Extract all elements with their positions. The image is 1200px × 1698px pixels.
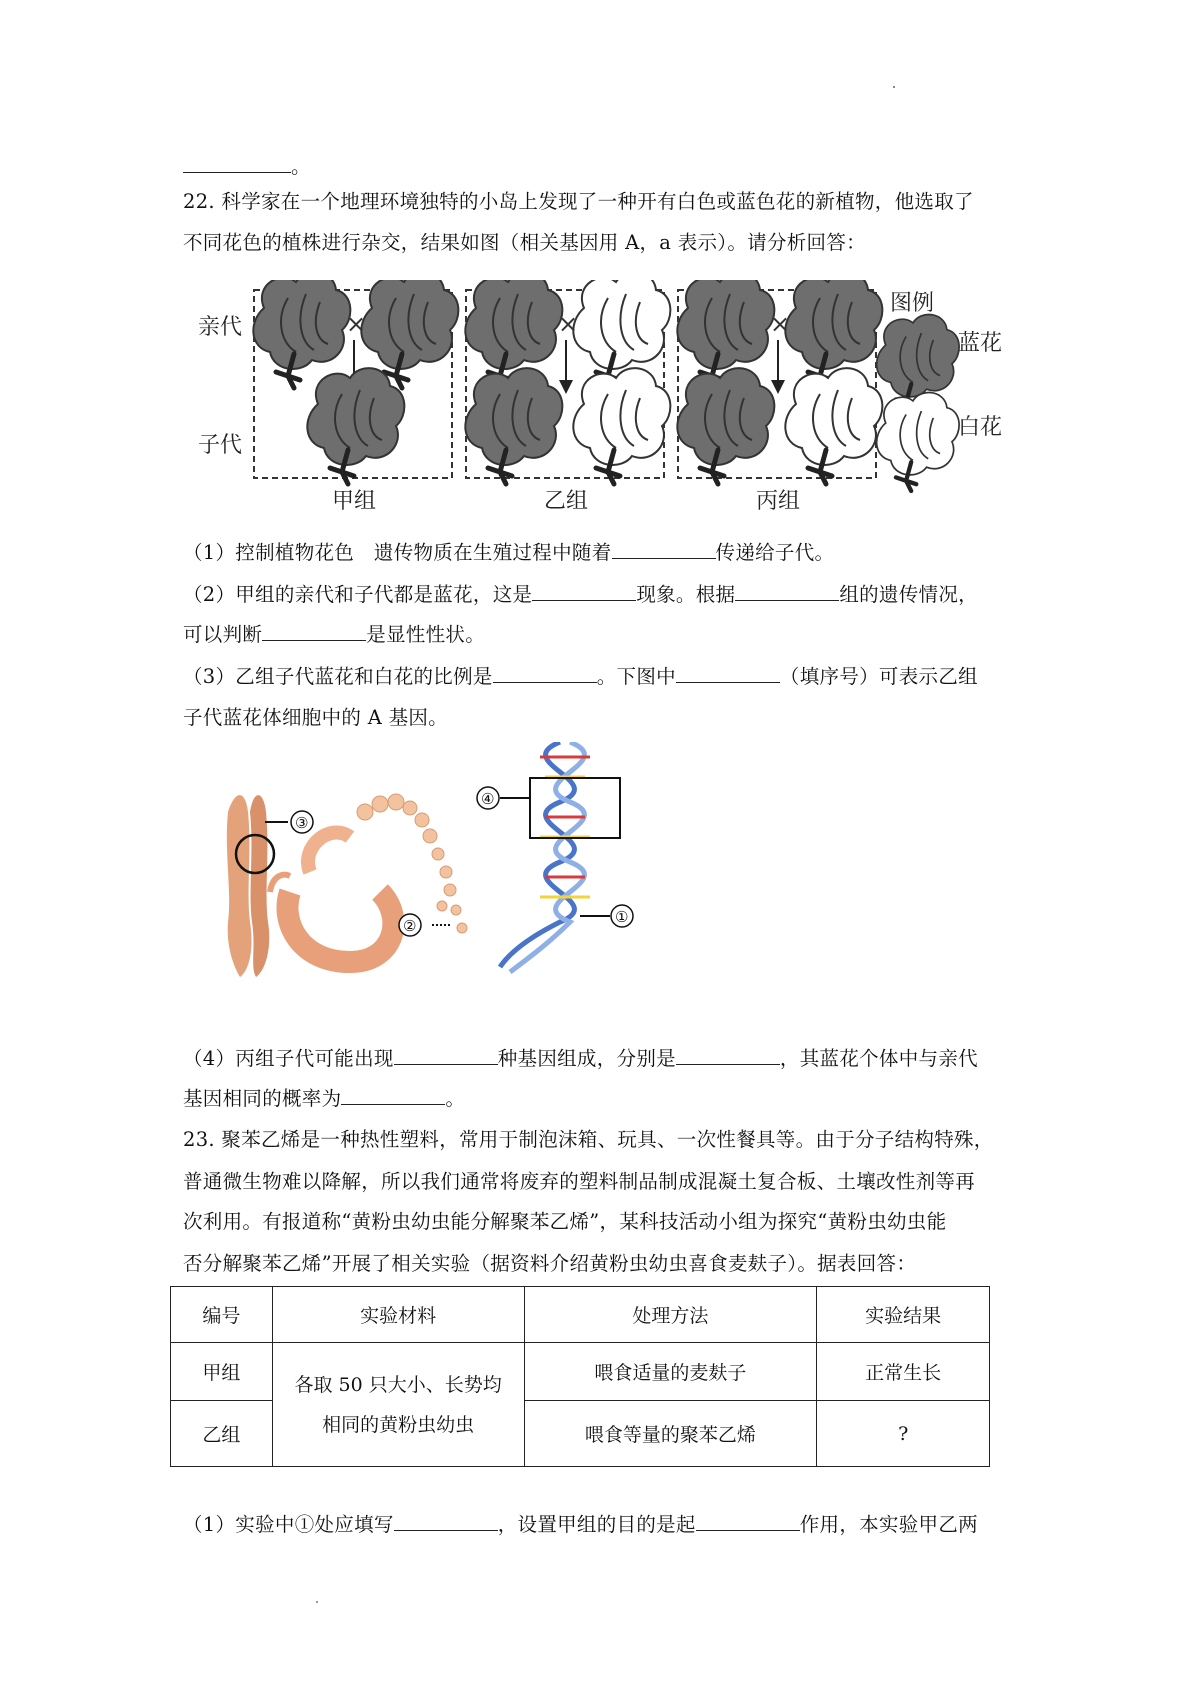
q23-sub1: （1）实验中①处应填写 ，设置甲组的目的是起 作用，本实验甲乙两: [183, 1513, 978, 1536]
blue-flower-icon: [465, 368, 562, 484]
q22-sub2-cont: 可以判断 是显性性状。: [183, 623, 486, 646]
cross-symbol: ×: [346, 310, 367, 338]
answer-blank[interactable]: [735, 582, 839, 601]
table-cell-result: ?: [817, 1401, 990, 1467]
flower-cross-figure: [190, 280, 1050, 520]
dna-helix-icon: [500, 742, 620, 972]
label-4: ④: [481, 790, 495, 808]
q22-sub3-cont: 子代蓝花体细胞中的 A 基因。: [183, 706, 448, 729]
answer-blank[interactable]: [532, 582, 636, 601]
answer-blank[interactable]: [676, 1046, 780, 1065]
experiment-table: [170, 1286, 990, 1467]
blue-flower-icon: [677, 368, 774, 484]
q23-stem-line3: 次利用。有报道称“黄粉虫幼虫能分解聚苯乙烯”，某科技活动小组为探究“黄粉虫幼虫能: [183, 1210, 947, 1233]
blue-flower-icon: [253, 280, 350, 388]
table-header: 实验材料: [272, 1287, 524, 1343]
table-header: 处理方法: [524, 1287, 817, 1343]
table-header: 编号: [171, 1287, 273, 1343]
legend-white-flower-icon: [877, 393, 959, 491]
q22-sub3: （3）乙组子代蓝花和白花的比例是 。下图中 （填序号）可表示乙组: [183, 665, 978, 688]
cross-symbol: ×: [558, 310, 579, 338]
table-cell-method: 喂食适量的麦麸子: [524, 1343, 817, 1401]
q23-stem-line1: 23. 聚苯乙烯是一种热性塑料，常用于制泡沫箱、玩具、一次性餐具等。由于分子结构特殊，: [183, 1128, 994, 1151]
row-label-child: 子代: [198, 433, 243, 458]
label-2: ②: [403, 917, 417, 935]
group-label-yi: 乙组: [544, 489, 589, 514]
answer-blank[interactable]: [183, 154, 291, 173]
answer-blank[interactable]: [341, 1086, 445, 1105]
answer-blank[interactable]: [612, 540, 716, 559]
cross-symbol: ×: [770, 310, 791, 338]
nucleosome-beads: [357, 794, 467, 933]
row-label-parent: 亲代: [198, 315, 243, 340]
white-flower-icon: [573, 368, 670, 484]
answer-blank[interactable]: [696, 1512, 800, 1531]
label-1: ①: [615, 908, 629, 926]
q22-sub2: （2）甲组的亲代和子代都是蓝花，这是 现象。根据 组的遗传情况，: [183, 583, 978, 606]
table-cell-material: 各取 50 只大小、长势均 相同的黄粉虫幼虫: [272, 1343, 524, 1467]
answer-blank[interactable]: [676, 664, 780, 683]
chromatin-coil-icon: [270, 832, 393, 962]
q22-stem-line1: 22. 科学家在一个地理环境独特的小岛上发现了一种开有白色或蓝色花的新植物，他选取了: [183, 190, 974, 213]
q22-sub1: （1）控制植物花色 遗传物质在生殖过程中随着 传递给子代。: [183, 541, 835, 564]
q22-stem-line2: 不同花色的植株进行杂交，结果如图（相关基因用 A，a 表示）。请分析回答：: [183, 231, 866, 254]
group-label-bing: 丙组: [756, 489, 801, 514]
legend-white-label: 白花: [958, 415, 1003, 440]
chromosome-dna-figure: [210, 742, 680, 987]
label-3: ③: [295, 814, 309, 832]
blue-flower-icon: [307, 368, 404, 484]
white-flower-icon: [785, 368, 882, 484]
prev-answer-line: 。: [183, 154, 311, 179]
group-label-jia: 甲组: [332, 489, 377, 514]
answer-blank[interactable]: [493, 664, 597, 683]
table-cell-id: 乙组: [171, 1401, 273, 1467]
legend-title: 图例: [890, 291, 935, 316]
q22-sub4-cont: 基因相同的概率为 。: [183, 1087, 466, 1110]
answer-blank[interactable]: [394, 1512, 498, 1531]
scan-dot: [893, 86, 895, 88]
answer-blank[interactable]: [262, 622, 366, 641]
table-cell-method: 喂食等量的聚苯乙烯: [524, 1401, 817, 1467]
scan-dot: [316, 1601, 318, 1603]
table-cell-result: 正常生长: [817, 1343, 990, 1401]
q23-stem-line4: 否分解聚苯乙烯”开展了相关实验（据资料介绍黄粉虫幼虫喜食麦麸子）。据表回答：: [183, 1252, 917, 1275]
table-row: [171, 1343, 990, 1401]
table-header: 实验结果: [817, 1287, 990, 1343]
table-cell-id: 甲组: [171, 1343, 273, 1401]
q23-stem-line2: 普通微生物难以降解，所以我们通常将废弃的塑料制品制成混凝土复合板、土壤改性剂等再: [183, 1170, 976, 1193]
answer-blank[interactable]: [394, 1046, 498, 1065]
legend-blue-label: 蓝花: [958, 331, 1003, 356]
table-header-row: [171, 1287, 990, 1343]
q22-sub4: （4）丙组子代可能出现 种基因组成，分别是 ，其蓝花个体中与亲代: [183, 1047, 978, 1070]
